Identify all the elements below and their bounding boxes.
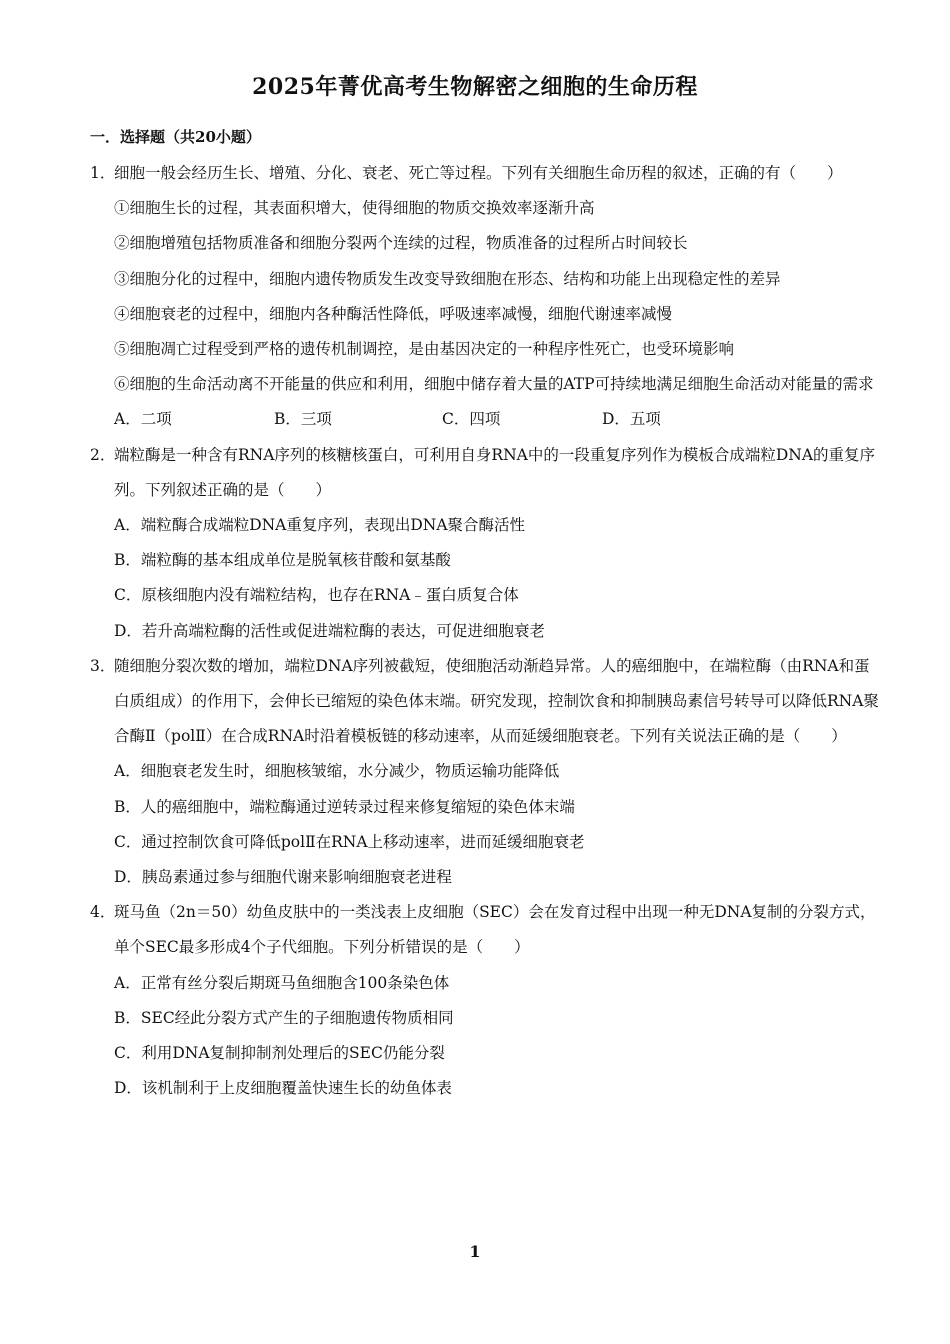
option-b[interactable]: B．SEC经此分裂方式产生的子细胞遗传物质相同 <box>114 1008 454 1027</box>
option-c[interactable]: C．四项 <box>442 410 501 429</box>
option-b[interactable]: B．三项 <box>274 410 332 429</box>
question-3 <box>90 649 880 895</box>
option-a[interactable]: A．正常有丝分裂后期斑马鱼细胞含100条染色体 <box>114 973 450 992</box>
question-text: 端粒酶是一种含有RNA序列的核糖核蛋白，可利用自身RNA中的一段重复序列作为模板合成端粒DNA的重复序列。下列叙述正确的是（ ） <box>114 445 876 499</box>
question-number: 3． <box>90 656 116 675</box>
option-d[interactable]: D．该机制利于上皮细胞覆盖快速生长的幼鱼体表 <box>114 1079 452 1098</box>
question-2 <box>90 438 880 649</box>
question-list <box>90 156 880 1106</box>
option-b[interactable]: B．人的癌细胞中，端粒酶通过逆转录过程来修复缩短的染色体末端 <box>114 797 575 816</box>
statement-item: ④细胞衰老的过程中，细胞内各种酶活性降低，呼吸速率减慢，细胞代谢速率减慢 <box>114 304 673 323</box>
question-stem <box>90 649 880 755</box>
question-number: 1． <box>90 164 116 182</box>
question-stem <box>90 438 880 508</box>
question-stem <box>90 895 880 965</box>
option-row <box>90 402 880 437</box>
option-d[interactable]: D．五项 <box>602 410 661 429</box>
question-4 <box>90 895 880 1106</box>
page-number: 1 <box>469 1242 481 1261</box>
statement-item: ②细胞增殖包括物质准备和细胞分裂两个连续的过程，物质准备的过程所占时间较长 <box>114 234 688 253</box>
statement-item: ⑥细胞的生命活动离不开能量的供应和利用，细胞中储存着大量的ATP可持续地满足细胞生命活动对能量的需求 <box>114 375 874 394</box>
option-b[interactable]: B．端粒酶的基本组成单位是脱氧核苷酸和氨基酸 <box>114 551 451 570</box>
option-c[interactable]: C．利用DNA复制抑制剂处理后的SEC仍能分裂 <box>114 1044 445 1063</box>
section-title: 一．选择题（共20小题） <box>90 128 261 146</box>
question-1 <box>90 156 880 438</box>
document-title: 2025年菁优高考生物解密之细胞的生命历程 <box>252 74 698 100</box>
option-c[interactable]: C．通过控制饮食可降低polⅡ在RNA上移动速率，进而延缓细胞衰老 <box>114 832 585 851</box>
option-c[interactable]: C．原核细胞内没有端粒结构，也存在RNA﹣蛋白质复合体 <box>114 586 519 605</box>
option-a[interactable]: A．细胞衰老发生时，细胞核皱缩，水分减少，物质运输功能降低 <box>114 762 560 781</box>
question-text: 细胞一般会经历生长、增殖、分化、衰老、死亡等过程。下列有关细胞生命历程的叙述，正确的有（ ） <box>114 164 843 182</box>
statement-item: ③细胞分化的过程中，细胞内遗传物质发生改变导致细胞在形态、结构和功能上出现稳定性的差异 <box>114 269 781 288</box>
question-number: 4． <box>90 903 116 922</box>
option-d[interactable]: D．胰岛素通过参与细胞代谢来影响细胞衰老进程 <box>114 868 452 887</box>
question-text: 斑马鱼（2n＝50）幼鱼皮肤中的一类浅表上皮细胞（SEC）会在发育过程中出现一种无DNA复制的分裂方式，单个SEC最多形成4个子代细胞。下列分析错误的是（ ） <box>114 903 876 957</box>
question-text: 随细胞分裂次数的增加，端粒DNA序列被截短，使细胞活动渐趋异常。人的癌细胞中，在端粒酶（由RNA和蛋白质组成）的作用下，会伸长已缩短的染色体末端。研究发现，控制饮食和抑制胰岛素信号转导可以降低RNA聚合酶Ⅱ（polⅡ）在合成RNA时沿着模板链的移动速率，从而延缓细胞衰老。下列有关说法正确的是（ ） <box>114 656 879 746</box>
statement-item: ⑤细胞凋亡过程受到严格的遗传机制调控，是由基因决定的一种程序性死亡，也受环境影响 <box>114 340 735 359</box>
option-d[interactable]: D．若升高端粒酶的活性或促进端粒酶的表达，可促进细胞衰老 <box>114 621 545 640</box>
question-number: 2． <box>90 445 116 464</box>
option-a[interactable]: A．端粒酶合成端粒DNA重复序列，表现出DNA聚合酶活性 <box>114 516 526 535</box>
statement-item: ①细胞生长的过程，其表面积增大，使得细胞的物质交换效率逐渐升高 <box>114 199 595 218</box>
question-stem <box>90 156 880 191</box>
option-a[interactable]: A．二项 <box>114 410 172 429</box>
